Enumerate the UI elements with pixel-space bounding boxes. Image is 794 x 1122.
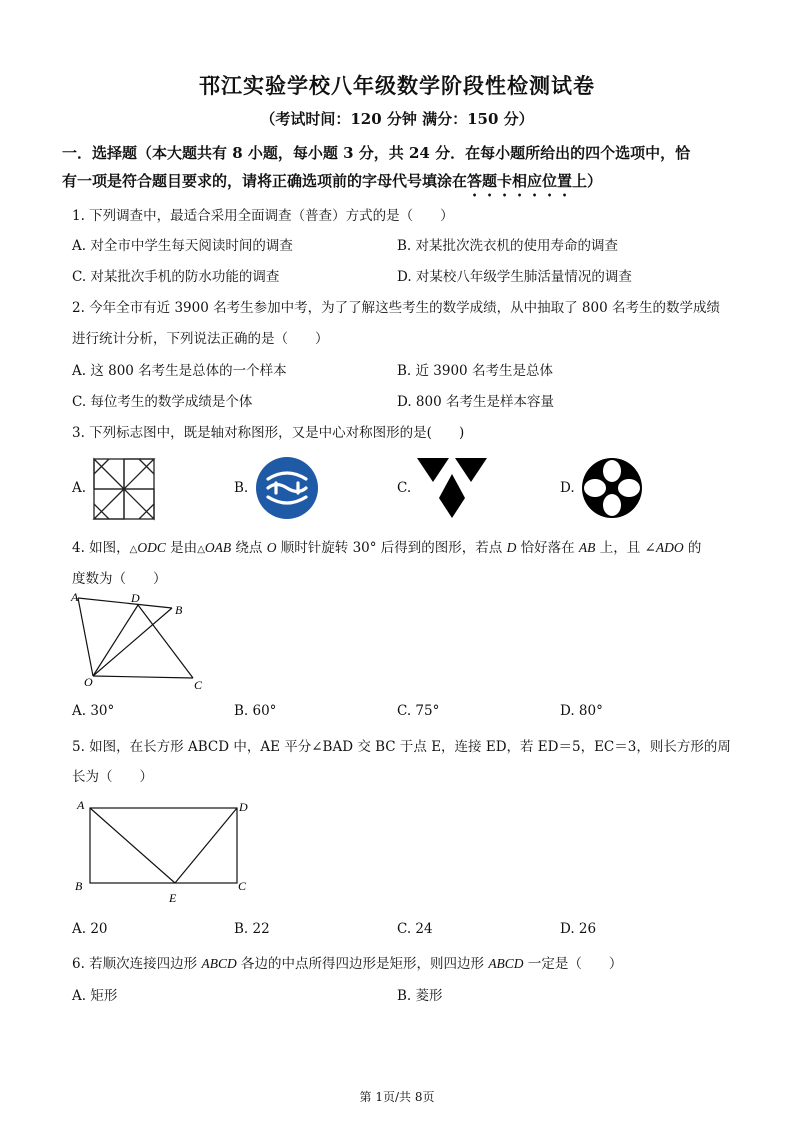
petal-circle-logo (580, 456, 644, 520)
question-2-option-a: A. 这 800 名考生是总体的一个样本 (72, 363, 287, 379)
question-5-stem-line1: 5. 如图，在长方形 ABCD 中，AE 平分∠BAD 交 BC 于点 E，连接 ED，若 ED＝5，EC＝3，则长方形的周 (72, 739, 731, 755)
question-6-option-a: A. 矩形 (72, 988, 118, 1004)
question-2-option-c: C. 每位考生的数学成绩是个体 (72, 394, 253, 410)
question-2-stem-line2: 进行统计分析，下列说法正确的是（ ） (72, 331, 329, 347)
question-1-option-d: D. 对某校八年级学生肺活量情况的调查 (397, 269, 632, 285)
question-5-stem-line2: 长为（ ） (72, 769, 153, 785)
question-2-option-b: B. 近 3900 名考生是总体 (397, 363, 553, 379)
label-e: E (169, 891, 177, 905)
section-heading-line2: 有一项是符合题目要求的，请将正确选项前的字母代号填涂在答题卡相应位置上） (62, 172, 603, 190)
label-b: B (175, 603, 183, 617)
question-1-stem: 1. 下列调查中，最适合采用全面调查（普查）方式的是（ ） (72, 208, 454, 224)
question-3-option-a: A. (72, 480, 87, 496)
label-d: D (239, 800, 248, 814)
page-title: 邗江实验学校八年级数学阶段性检测试卷 (199, 73, 595, 98)
three-rhombus-logo (415, 456, 489, 520)
question-3-stem: 3. 下列标志图中，既是轴对称图形，又是中心对称图形的是( ) (72, 425, 465, 441)
label-c: C (194, 678, 203, 692)
question-3-option-d: D. (560, 480, 575, 496)
label-c: C (238, 879, 247, 893)
china-mobile-logo (254, 455, 320, 521)
question-5-option-b: B. 22 (234, 921, 270, 937)
question-3-option-b: B. (234, 480, 249, 496)
section-heading-line1: 一．选择题（本大题共有 8 小题，每小题 3 分，共 24 分．在每小题所给出的四个选项中，恰 (62, 144, 691, 162)
question-2-stem-line1: 2. 今年全市有近 3900 名考生参加中考，为了了解这些考生的数学成绩，从中抽取了 800 名考生的数学成绩 (72, 300, 720, 316)
emphasis-text: 答题卡相应位置 (467, 172, 573, 190)
question-5-option-d: D. 26 (560, 921, 597, 937)
question-6-stem: 6. 若顺次连接四边形 ABCD 各边的中点所得四边形是矩形，则四边形 ABCD 一定是（ ） (72, 956, 623, 972)
pinwheel-logo (92, 457, 156, 521)
question-3-option-c: C. (397, 480, 412, 496)
question-4-option-c: C. 75° (397, 703, 440, 719)
label-a: A (77, 798, 85, 812)
label-d: D (131, 591, 140, 605)
rectangle-figure (70, 796, 260, 908)
question-4-option-a: A. 30° (72, 703, 115, 719)
question-5-option-a: A. 20 (72, 921, 108, 937)
question-4-stem-line1: 4. 如图，△ODC 是由△OAB 绕点 O 顺时针旋转 30° 后得到的图形，若点 D 恰好落在 AB 上，且 ∠ADO 的 (72, 540, 702, 556)
question-4-option-d: D. 80° (560, 703, 603, 719)
question-4-option-b: B. 60° (234, 703, 277, 719)
question-5-option-c: C. 24 (397, 921, 433, 937)
rotation-triangle-figure (66, 588, 216, 693)
label-a: A (71, 590, 79, 604)
label-o: O (84, 675, 93, 689)
question-1-option-c: C. 对某批次手机的防水功能的调查 (72, 269, 280, 285)
question-4-stem-line2: 度数为（ ） (72, 571, 167, 587)
question-2-option-d: D. 800 名考生是样本容量 (397, 394, 554, 410)
page-footer: 第 1页/共 8页 (359, 1090, 435, 1104)
question-6-option-b: B. 菱形 (397, 988, 443, 1004)
label-b: B (75, 879, 83, 893)
exam-info: （考试时间：120 分钟 满分：150 分） (260, 110, 534, 128)
question-1-option-a: A. 对全市中学生每天阅读时间的调查 (72, 238, 293, 254)
question-1-option-b: B. 对某批次洗衣机的使用寿命的调查 (397, 238, 619, 254)
